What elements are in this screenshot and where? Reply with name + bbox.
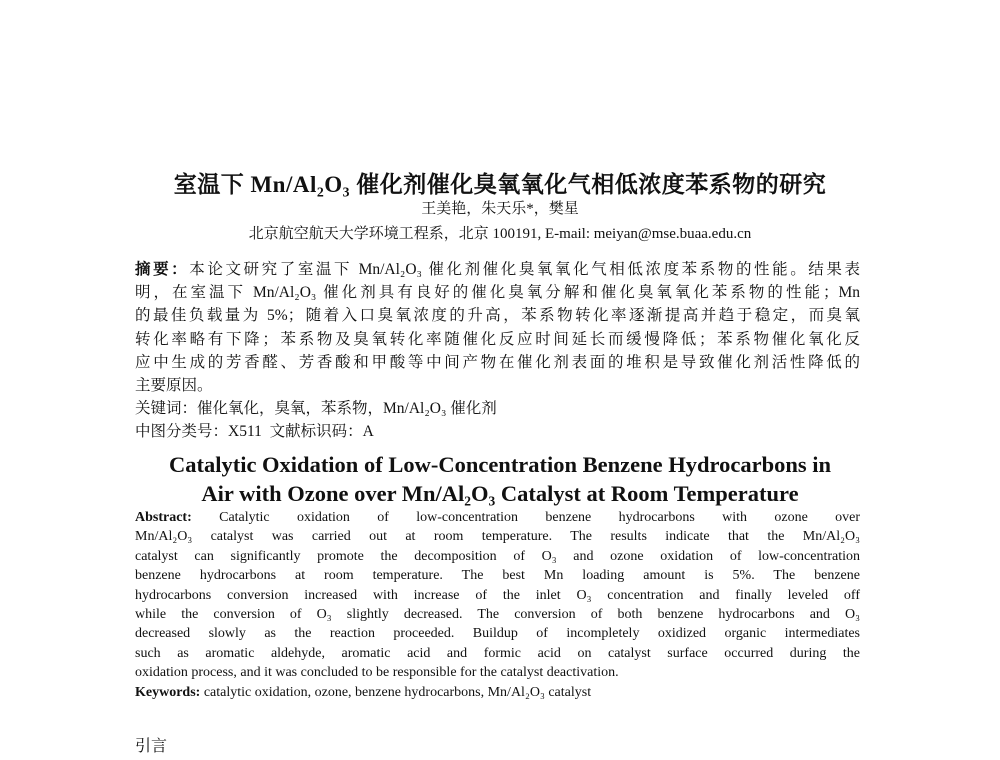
- chinese-keywords: 关键词：催化氧化，臭氧，苯系物，Mn/Al₂O₃ 催化剂: [135, 400, 497, 418]
- abstract-line: 主要原因。: [135, 376, 213, 394]
- authors: 王美艳，朱天乐*，樊星: [421, 201, 579, 217]
- chinese-title: 室温下 Mn/Al₂O₃ 催化剂催化臭氧氧化气相低浓度苯系物的研究: [173, 172, 827, 197]
- abstract-line: Mn/Al₂O₃ catalyst was carried out at room temperature. The results indicate that the Mn/Al₂O₃: [135, 529, 860, 545]
- abstract-line: 明，在室温下 Mn/Al₂O₃ 催化剂具有良好的催化臭氧分解和催化臭氧氧化苯系物的性能；Mn: [135, 284, 860, 302]
- abstract-line: catalyst can significantly promote the decomposition of O₃ and ozone oxidation of low-concentration: [135, 548, 860, 564]
- classification: 中图分类号：X511 文献标识码：A: [135, 423, 374, 441]
- abstract-line: oxidation process, and it was concluded to be responsible for the catalyst deactivation.: [135, 665, 619, 681]
- abstract-label: Abstract:: [135, 510, 192, 525]
- abstract-line: 的最佳负载量为 5%；随着入口臭氧浓度的升高，苯系物转化率逐渐提高并趋于稳定，而臭氧: [135, 307, 860, 325]
- abstract-line: Abstract: Catalytic oxidation of low-concentration benzene hydrocarbons with ozone over: [135, 510, 860, 525]
- abstract-line: while the conversion of O₃ slightly decreased. The conversion of both benzene hydrocarbons and O₃: [135, 606, 860, 622]
- english-keywords: Keywords: catalytic oxidation, ozone, benzene hydrocarbons, Mn/Al₂O₃ catalyst: [135, 684, 592, 700]
- english-abstract: [135, 508, 860, 702]
- english-title-line: Catalytic Oxidation of Low-Concentration Benzene Hydrocarbons in: [168, 452, 832, 477]
- abstract-line: decreased slowly as the reaction proceeded. Buildup of incompletely oxidized organic intermediates: [135, 626, 860, 642]
- english-title-line: Air with Ozone over Mn/Al₂O₃ Catalyst at Room Temperature: [201, 481, 799, 506]
- abstract-label: 摘要：: [135, 261, 190, 278]
- affiliation: 北京航空航天大学环境工程系，北京 100191, E-mail: meiyan@mse.buaa.edu.cn: [248, 226, 752, 242]
- abstract-line: 转化率略有下降；苯系物及臭氧转化率随催化反应时间延长而缓慢降低；苯系物催化氧化反: [135, 330, 860, 348]
- section-heading-introduction: 引言: [135, 738, 168, 755]
- chinese-abstract: [135, 258, 860, 443]
- abstract-line: hydrocarbons conversion increased with increase of the inlet O₃ concentration and finally leveled off: [135, 587, 860, 603]
- abstract-line: benzene hydrocarbons at room temperature. The best Mn loading amount is 5%. The benzene: [135, 568, 860, 584]
- abstract-line: such as aromatic aldehyde, aromatic acid and formic acid on catalyst surface occurred during the: [135, 645, 860, 661]
- abstract-line: 应中生成的芳香醛、芳香酸和甲酸等中间产物在催化剂表面的堆积是导致催化剂活性降低的: [135, 353, 860, 371]
- abstract-line: 摘要：本论文研究了室温下 Mn/Al₂O₃ 催化剂催化臭氧氧化气相低浓度苯系物的性能。结果表: [135, 261, 860, 278]
